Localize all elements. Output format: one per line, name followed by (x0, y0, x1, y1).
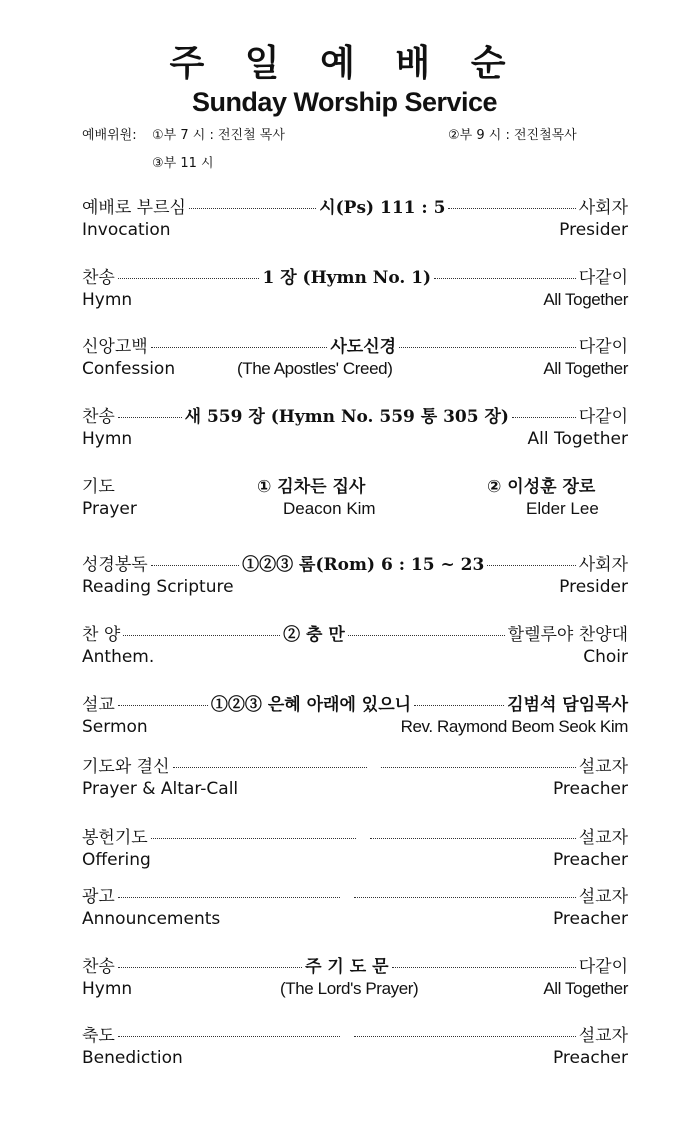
order-item-sermon (82, 694, 628, 738)
item-ko-right: 설교자 (578, 1026, 629, 1046)
leader-dots (151, 838, 357, 839)
leader-dots (118, 897, 340, 898)
item-en-label: Invocation (82, 220, 171, 240)
item-ko-right: 설교자 (578, 887, 629, 907)
order-item-offering (82, 827, 628, 871)
item-ko-label: 찬송 (82, 957, 115, 977)
leader-dots (118, 417, 182, 418)
order-item-hymn-1 (82, 267, 628, 311)
item-ko-label: 설교 (82, 695, 115, 715)
item-mid-text: 새 559 장 (Hymn No. 559 통 305 장) (184, 407, 509, 427)
item-en-label: Hymn (82, 290, 133, 310)
item-en-right: Preacher (552, 779, 628, 799)
item-ko-label: 찬송 (82, 268, 115, 288)
order-item-benediction (82, 1025, 628, 1069)
item-ko-label: 기도 (82, 477, 115, 497)
item-en-right: All Together (543, 290, 628, 309)
item-en-mid: (The Lord's Prayer) (280, 979, 419, 998)
item-en-right: All Together (527, 429, 628, 449)
leader-dots (354, 1036, 576, 1037)
item-en-right: Presider (559, 220, 628, 240)
officers-label: 예배위원: (82, 128, 137, 143)
item-mid-text: 주 기 도 문 (305, 957, 389, 977)
leader-dots (392, 967, 576, 968)
leader-dots (151, 347, 328, 348)
item-ko-label: 예배로 부르심 (82, 198, 186, 218)
item-mid-text: ② 충 만 (283, 625, 345, 645)
item-ko-label: 기도와 결신 (82, 757, 170, 777)
item-en-label: Sermon (82, 717, 148, 737)
order-item-anthem (82, 624, 628, 668)
leader-dots (512, 417, 576, 418)
title-english: Sunday Worship Service (191, 87, 498, 117)
leader-dots (118, 1036, 340, 1037)
leader-dots (381, 767, 576, 768)
leader-dots (348, 635, 505, 636)
item-en-right: Preacher (552, 850, 628, 870)
item-ko-right: 설교자 (578, 828, 629, 848)
item-ko-label: 성경봉독 (82, 555, 148, 575)
item-en-right: Rev. Raymond Beom Seok Kim (400, 717, 628, 736)
leader-dots (118, 705, 208, 706)
item-en-label: Offering (82, 850, 151, 870)
prayer-leader-2-en: Elder Lee (526, 499, 599, 518)
item-en-right: Preacher (552, 1048, 628, 1068)
item-en-right: All Together (543, 979, 628, 998)
worship-officers (82, 122, 642, 178)
item-ko-right: 다같이 (578, 337, 628, 357)
leader-dots (434, 278, 576, 279)
order-item-reading-scripture (82, 554, 628, 598)
item-en-right: Preacher (552, 909, 628, 929)
item-en-label: Reading Scripture (82, 577, 234, 597)
item-ko-right: 사회자 (578, 198, 628, 218)
item-ko-right: 사회자 (578, 555, 628, 575)
item-ko-right: 다같이 (578, 957, 628, 977)
order-item-altar-call (82, 756, 628, 800)
item-en-label: Hymn (82, 979, 133, 999)
leader-dots (354, 897, 576, 898)
leader-dots (151, 565, 239, 566)
order-item-hymn-2 (82, 406, 628, 450)
item-en-label: Anthem. (82, 647, 155, 667)
order-item-prayer (82, 476, 628, 520)
order-item-confession (82, 336, 628, 380)
item-ko-label: 찬 양 (82, 625, 121, 645)
title-korean: 주 일 예 배 순 (169, 43, 520, 84)
item-mid-text: 시(Ps) 111 : 5 (319, 198, 446, 218)
order-item-announcements (82, 886, 628, 930)
item-mid-text: ①②③ 은혜 아래에 있으니 (210, 695, 412, 715)
item-en-label: Announcements (82, 909, 221, 929)
item-en-right: Choir (583, 647, 628, 667)
item-en-label: Prayer & Altar-Call (82, 779, 239, 799)
item-ko-label: 신앙고백 (82, 337, 148, 357)
leader-dots (189, 208, 316, 209)
order-item-invocation (82, 197, 628, 241)
leader-dots (173, 767, 368, 768)
leader-dots (399, 347, 576, 348)
item-ko-label: 광고 (82, 887, 115, 907)
leader-dots (448, 208, 575, 209)
leader-dots (487, 565, 575, 566)
officer-service-1: ①부 7 시 : 전진철 목사 (152, 128, 285, 143)
prayer-leader-1: ① 김차든 집사 (257, 477, 366, 497)
leader-dots (118, 278, 260, 279)
leader-dots (370, 838, 576, 839)
item-mid-text: 1 장 (Hymn No. 1) (262, 268, 432, 288)
item-ko-right: 다같이 (578, 407, 629, 427)
item-ko-label: 축도 (82, 1026, 115, 1046)
officer-service-2: ②부 9 시 : 전진철목사 (448, 128, 577, 143)
prayer-leader-2: ② 이성훈 장로 (487, 477, 596, 497)
leader-dots (123, 635, 280, 636)
item-en-label: Hymn (82, 429, 133, 449)
leader-dots (118, 967, 302, 968)
item-ko-label: 찬송 (82, 407, 115, 427)
item-ko-right: 김범석 담임목사 (507, 695, 628, 715)
item-en-right: Presider (559, 577, 628, 597)
item-en-mid: (The Apostles' Creed) (237, 359, 393, 378)
item-en-right: All Together (543, 359, 628, 378)
item-mid-text: ①②③ 롬(Rom) 6 : 15 ~ 23 (242, 555, 485, 575)
item-mid-text: 사도신경 (330, 337, 397, 357)
leader-dots (414, 705, 504, 706)
officer-service-3: ③부 11 시 (152, 156, 214, 171)
item-en-label: Confession (82, 359, 176, 379)
item-ko-right: 할렐루야 찬양대 (507, 625, 629, 645)
item-en-label: Benediction (82, 1048, 183, 1068)
order-item-lords-prayer (82, 956, 628, 1000)
item-ko-right: 다같이 (578, 268, 628, 288)
item-ko-right: 설교자 (578, 757, 629, 777)
item-ko-label: 봉헌기도 (82, 828, 148, 848)
prayer-leader-1-en: Deacon Kim (283, 499, 376, 518)
item-en-label: Prayer (82, 499, 137, 519)
